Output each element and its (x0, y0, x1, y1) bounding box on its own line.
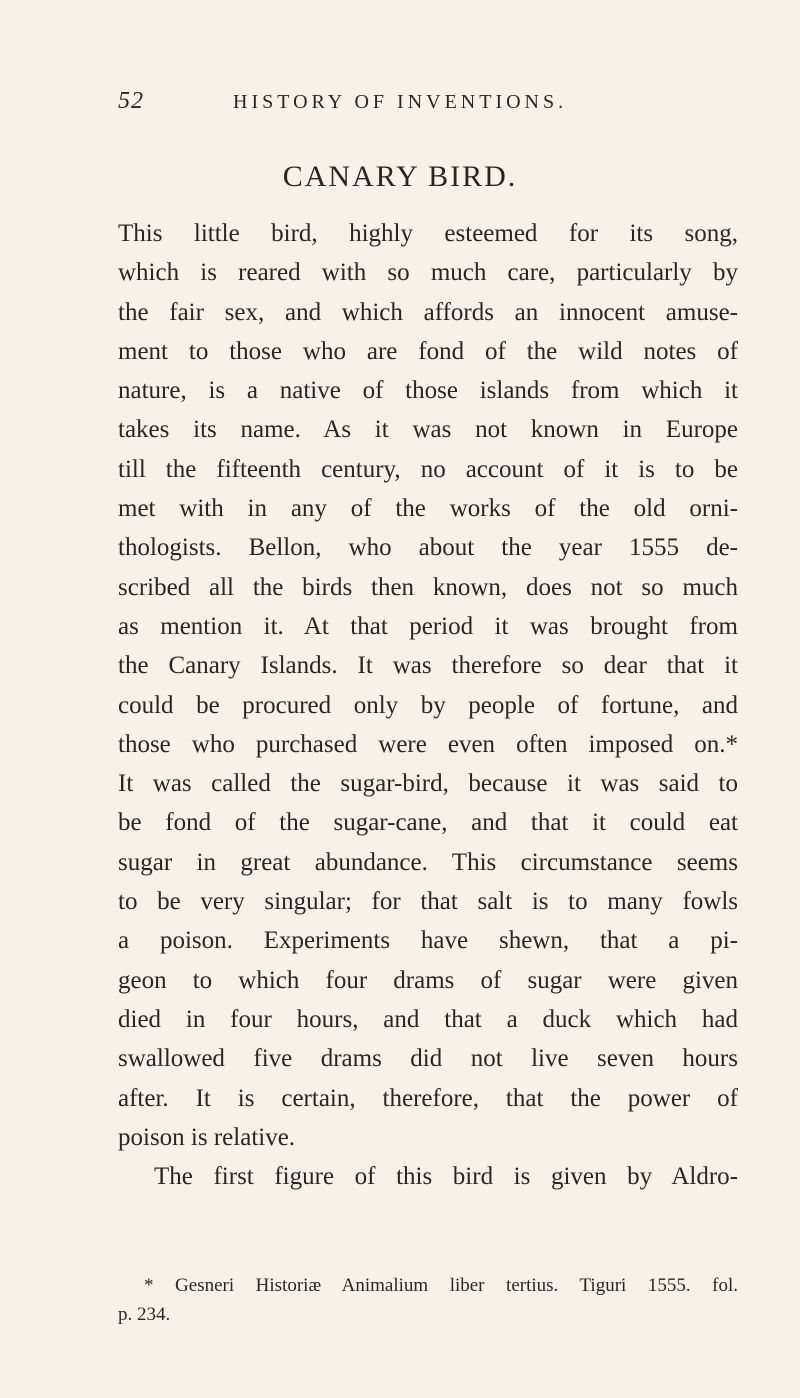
text-line: met with in any of the works of the old orni- (118, 495, 738, 523)
text-line: a poison. Experiments have shewn, that a pi- (118, 927, 738, 955)
footnote-line: * Gesneri Historiæ Animalium liber tertius. Tiguri 1555. fol. (144, 1275, 738, 1296)
running-head (118, 88, 758, 118)
text-line: to be very singular; for that salt is to many fowls (118, 888, 738, 916)
page-number: 52 (118, 88, 144, 114)
text-line: swallowed five drams did not live seven hours (118, 1045, 738, 1073)
chapter-title: CANARY BIRD. (282, 160, 518, 193)
text-line: till the fifteenth century, no account of it is to be (118, 455, 738, 483)
text-line: the Canary Islands. It was therefore so dear that it (118, 652, 738, 680)
text-line: geon to which four drams of sugar were given (118, 966, 738, 994)
text-line: died in four hours, and that a duck which had (118, 1005, 738, 1033)
text-line: be fond of the sugar-cane, and that it could eat (118, 809, 738, 837)
footnote (118, 1271, 738, 1329)
text-line: The first figure of this bird is given by Aldro- (154, 1163, 738, 1191)
text-line: which is reared with so much care, particularly by (118, 259, 738, 287)
text-line: sugar in great abundance. This circumstance seems (118, 848, 738, 876)
running-title: HISTORY OF INVENTIONS. (233, 91, 568, 113)
text-line: those who purchased were even often imposed on.* (118, 730, 738, 758)
text-line: could be procured only by people of fortune, and (118, 691, 738, 719)
text-line: as mention it. At that period it was brought from (118, 612, 738, 640)
text-line: poison is relative. (118, 1123, 296, 1151)
text-line: the fair sex, and which affords an innocent amuse- (118, 298, 738, 326)
text-line: ment to those who are fond of the wild notes of (118, 337, 738, 365)
text-line: takes its name. As it was not known in Europe (118, 416, 738, 444)
text-line: This little bird, highly esteemed for its song, (118, 220, 738, 247)
text-line: thologists. Bellon, who about the year 1555 de- (118, 534, 738, 562)
text-line: after. It is certain, therefore, that the power of (118, 1084, 738, 1112)
body-text (118, 214, 738, 1196)
text-line: scribed all the birds then known, does not so much (118, 573, 738, 601)
text-line: nature, is a native of those islands from which it (118, 377, 738, 405)
footnote-line: p. 234. (118, 1304, 171, 1325)
text-line: It was called the sugar-bird, because it was said to (118, 770, 738, 798)
